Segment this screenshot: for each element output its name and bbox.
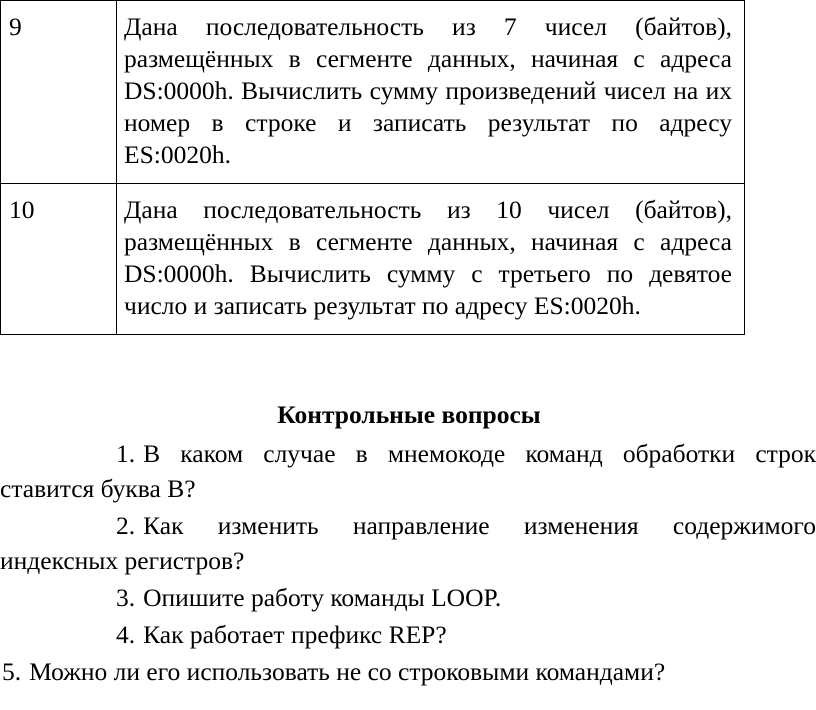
table-row — [1, 1, 745, 184]
question-text: Как работает префикс REP? — [143, 620, 447, 649]
question-item — [0, 617, 816, 652]
question-item — [0, 654, 816, 689]
question-text: Как изменить направление изменения содержимого индексных регистров? — [0, 511, 816, 575]
question-number: 1. — [116, 439, 136, 468]
question-item — [0, 580, 816, 615]
question-text: В каком случае в мнемокоде команд обработки строк ставится буква B? — [0, 439, 816, 503]
question-number: 4. — [116, 620, 136, 649]
question-text: Опишите работу команды LOOP. — [143, 583, 502, 612]
question-item — [0, 436, 816, 506]
table-row — [1, 184, 745, 335]
variants-table — [0, 0, 745, 335]
question-item — [0, 508, 816, 578]
question-number: 3. — [116, 583, 136, 612]
section-heading: Контрольные вопросы — [277, 400, 541, 429]
question-text: Можно ли его использовать не со строковыми командами? — [29, 657, 666, 686]
variant-text: Дана последовательность из 10 чисел (байтов), размещённых в сегменте данных, начиная с адреса DS:0000h. Вычислить сумму с третьего по девятое число и записать результат по адресу ES:0020h. — [117, 184, 745, 335]
question-number: 5. — [2, 657, 22, 686]
control-questions-section — [0, 398, 816, 691]
variant-number: 10 — [1, 184, 117, 335]
question-number: 2. — [116, 511, 136, 540]
variant-number: 9 — [1, 1, 117, 184]
variant-text: Дана последовательность из 7 чисел (байтов), размещённых в сегменте данных, начиная с адреса DS:0000h. Вычислить сумму произведений чисел на их номер в строке и записать результат по адресу ES:0020h. — [117, 1, 745, 184]
